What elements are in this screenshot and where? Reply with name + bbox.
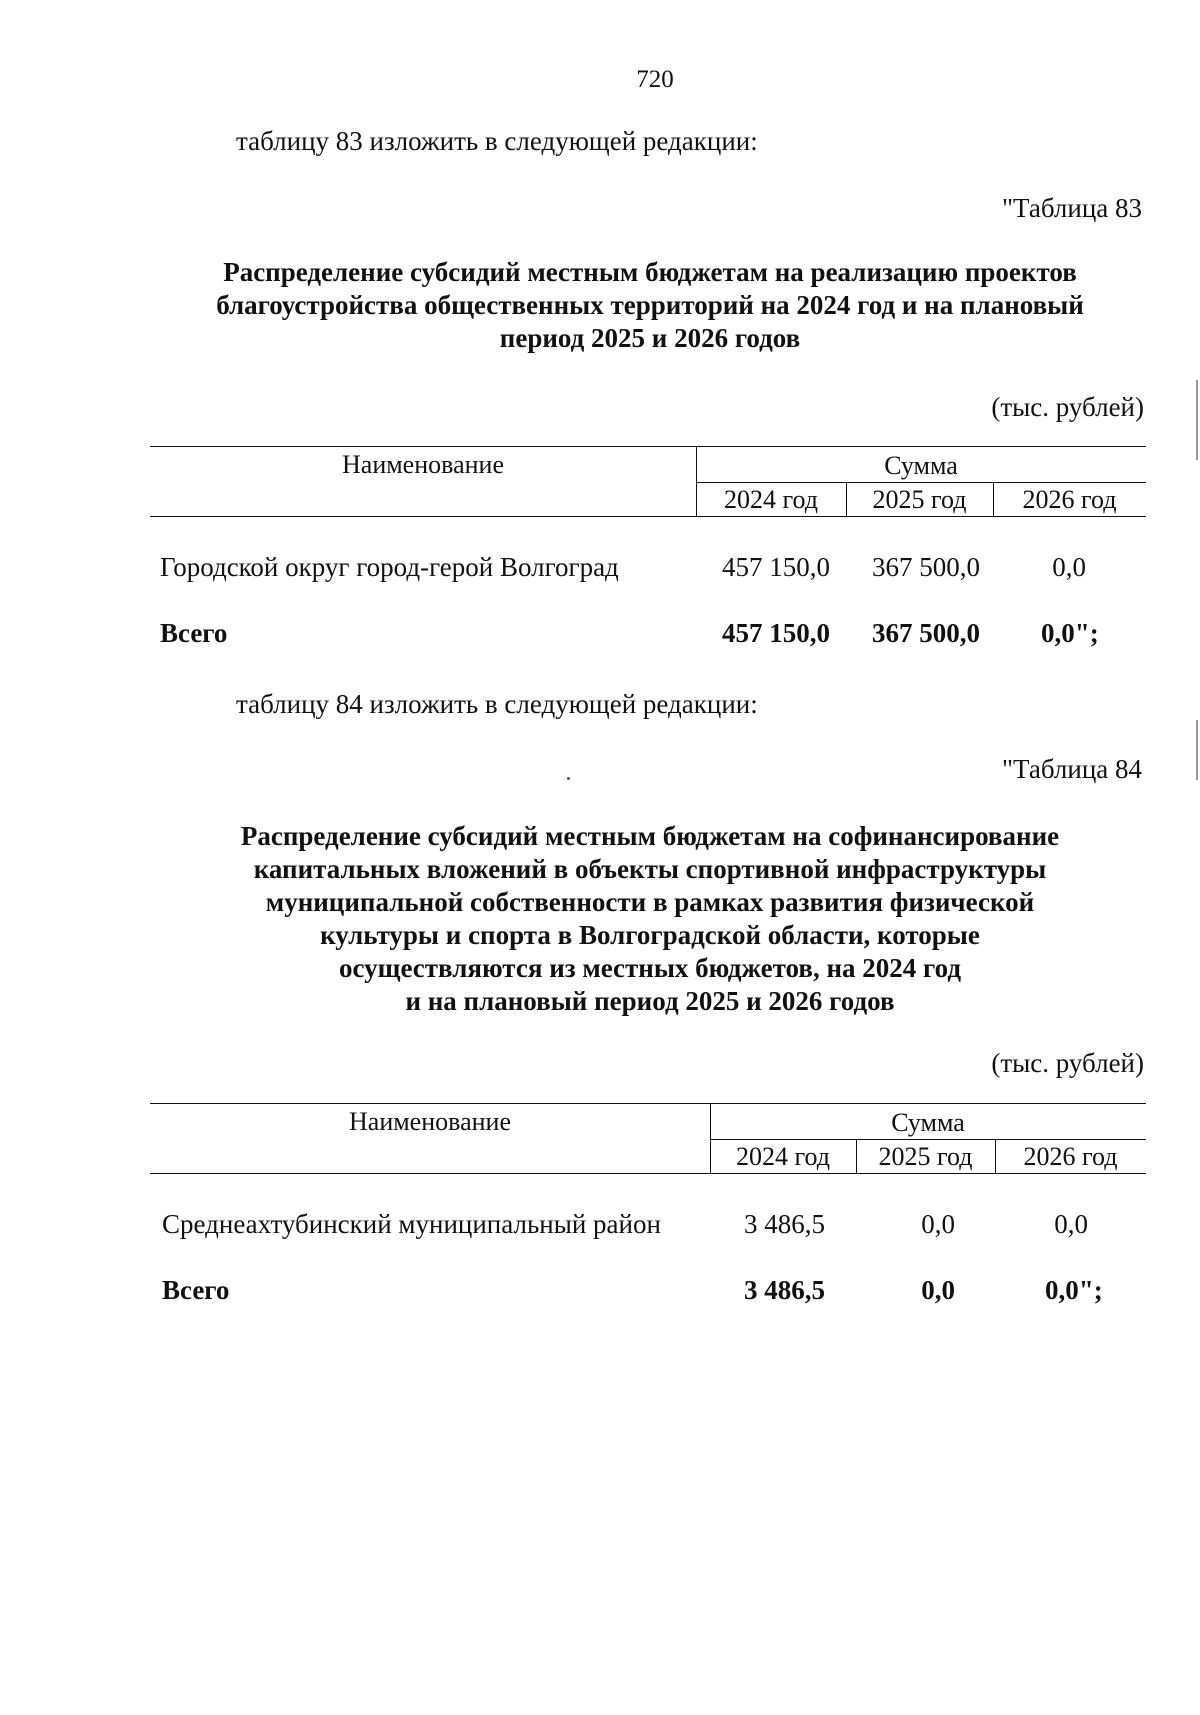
stray-dot — [567, 777, 570, 780]
section1-heading — [150, 256, 1150, 355]
total-label: Всего — [162, 1275, 230, 1305]
header-year-2025: 2025 год — [878, 1142, 973, 1171]
row-name: Среднеахтубинский муниципальный район — [162, 1209, 661, 1239]
header-year-2024: 2024 год — [736, 1142, 830, 1171]
section1-table-caption: "Таблица 83 — [1002, 193, 1142, 223]
header-year-2025: 2025 год — [872, 485, 967, 514]
section2-heading-line: муниципальной собственности в рамках развития физической — [265, 887, 1035, 917]
table-header-bottom-rule — [150, 1173, 1146, 1174]
section2-table-caption: "Таблица 84 — [1002, 754, 1142, 784]
section2-heading-line: и на плановый период 2025 и 2026 годов — [405, 986, 895, 1016]
section1-units: (тыс. рублей) — [991, 392, 1144, 422]
section2-units: (тыс. рублей) — [991, 1048, 1144, 1078]
section1-intro: таблицу 83 изложить в следующей редакции: — [236, 126, 758, 156]
section2-heading-line: осуществляются из местных бюджетов, на 2024 год — [339, 953, 961, 983]
row-value-2026: 0,0 — [1052, 552, 1086, 582]
table-row — [150, 552, 1146, 586]
section2-heading-line: капитальных вложений в объекты спортивной инфраструктуры — [253, 854, 1047, 884]
total-label: Всего — [160, 618, 228, 648]
total-value-2026: 0,0"; — [1045, 1275, 1103, 1305]
table-sum-rule — [710, 1139, 1146, 1140]
header-name: Наименование — [349, 1107, 511, 1136]
section1-heading-line: Распределение субсидий местным бюджетам на реализацию проектов — [223, 257, 1077, 287]
total-value-2024: 3 486,5 — [744, 1275, 825, 1305]
section2-intro: таблицу 84 изложить в следующей редакции: — [236, 689, 758, 719]
scan-edge-mark — [1196, 380, 1198, 460]
row-value-2024: 3 486,5 — [744, 1209, 825, 1239]
table-header-bottom-rule — [150, 516, 1146, 517]
section1-heading-line: благоустройства общественных территорий на 2024 год и на плановый — [216, 290, 1084, 320]
scan-edge-mark — [1196, 720, 1198, 780]
total-value-2025: 0,0 — [921, 1275, 955, 1305]
table-row — [150, 1209, 1146, 1243]
header-sum: Сумма — [884, 451, 958, 480]
section2-heading-line: Распределение субсидий местным бюджетам на софинансирование — [240, 821, 1060, 851]
table-top-rule — [150, 1103, 1146, 1104]
row-value-2025: 0,0 — [921, 1209, 955, 1239]
header-year-2026: 2026 год — [1022, 485, 1117, 514]
page-number: 720 — [636, 66, 674, 93]
row-value-2024: 457 150,0 — [722, 552, 830, 582]
table-top-rule — [150, 446, 1146, 447]
row-name: Городской округ город-герой Волгоград — [160, 552, 619, 582]
header-year-2024: 2024 год — [724, 485, 818, 514]
header-name: Наименование — [342, 450, 504, 479]
table-total-row — [150, 618, 1146, 652]
row-value-2026: 0,0 — [1054, 1209, 1088, 1239]
header-sum: Сумма — [891, 1108, 965, 1137]
table-sum-rule — [696, 482, 1146, 483]
total-value-2024: 457 150,0 — [722, 618, 830, 648]
section1-heading-line: период 2025 и 2026 годов — [499, 323, 801, 353]
total-value-2025: 367 500,0 — [872, 618, 980, 648]
total-value-2026: 0,0"; — [1041, 618, 1099, 648]
table-total-row — [150, 1275, 1146, 1309]
row-value-2025: 367 500,0 — [872, 552, 980, 582]
section2-heading-line: культуры и спорта в Волгоградской области, которые — [320, 920, 980, 950]
header-year-2026: 2026 год — [1023, 1142, 1118, 1171]
section2-heading — [150, 820, 1150, 1018]
